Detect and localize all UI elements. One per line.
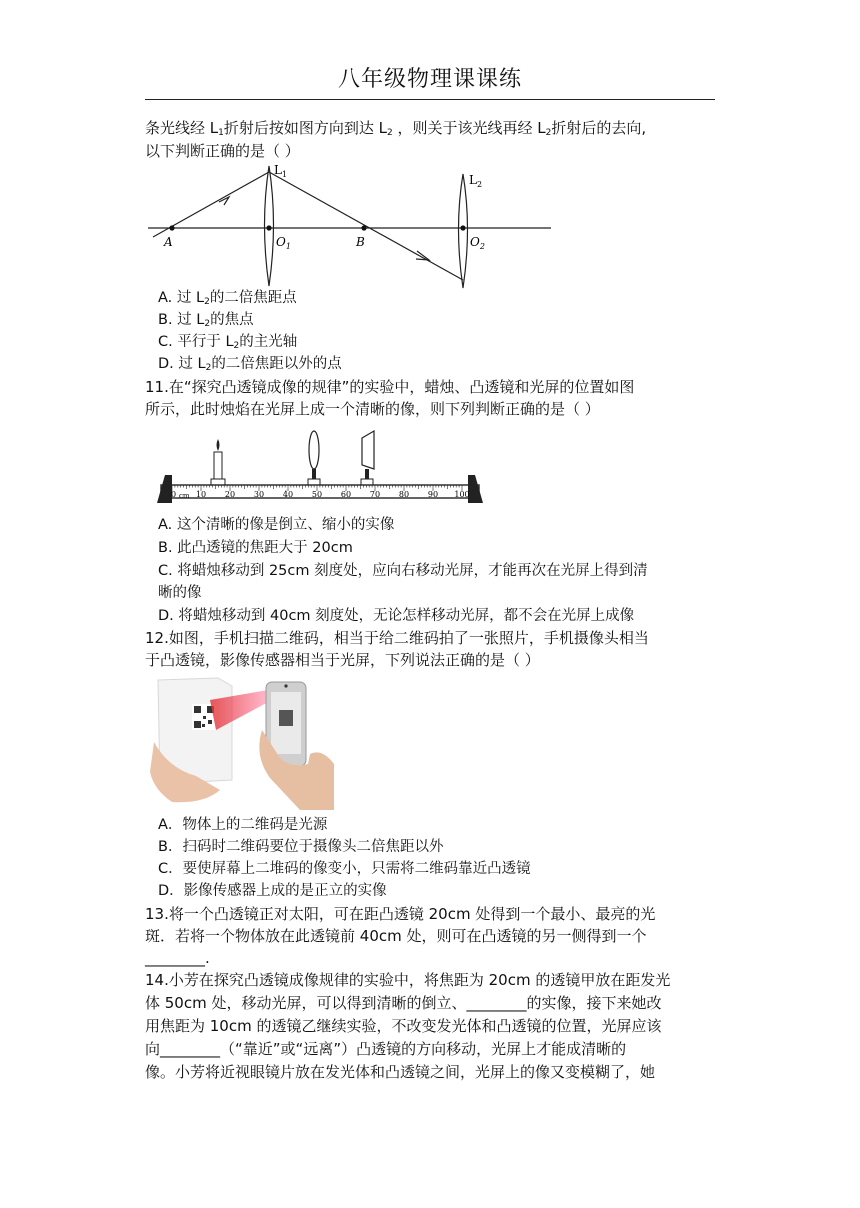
lens-ray-diagram xyxy=(145,162,560,292)
refracted-ray xyxy=(269,172,463,280)
label-b: B xyxy=(356,235,365,249)
page-header-title: 八年级物理课课练 xyxy=(337,67,522,92)
candle-holder xyxy=(211,479,225,485)
q11-option-b: B. 此凸透镜的焦距大于 20cm xyxy=(158,540,353,556)
phone-camera xyxy=(284,684,287,687)
ruler-tick-label: 40 xyxy=(282,490,294,499)
screen-holder xyxy=(361,479,373,485)
q10-option-a: A. 过 $L_2$的二倍焦距点 xyxy=(158,290,297,307)
ruler-tick-label: 70 xyxy=(369,490,381,499)
bench-left-foot xyxy=(157,475,172,503)
point-o1 xyxy=(266,225,271,230)
q11-option-c-cont: 晰的像 xyxy=(158,585,202,601)
q11-stem-line2: 所示，此时烛焰在光屏上成一个清晰的像，则下列判断正确的是（ ） xyxy=(145,400,600,418)
q10-stem-line2: 以下判断正确的是（ ） xyxy=(145,142,300,160)
q10-option-d: D. 过 $L_2$的二倍焦距以外的点 xyxy=(158,356,342,373)
label-l2: $L_2$ xyxy=(469,173,483,189)
q11-option-a: A. 这个清晰的像是倒立、缩小的实像 xyxy=(158,517,395,533)
label-o2: $O_2$ xyxy=(470,235,485,251)
screen-stand xyxy=(365,469,369,479)
ruler-tick-label: 20 xyxy=(224,490,236,499)
ruler-unit: cm xyxy=(179,492,190,500)
point-b xyxy=(361,225,366,230)
q10-option-c: C. 平行于 $L_2$的主光轴 xyxy=(158,334,298,351)
arrow-1 xyxy=(219,197,229,205)
q10-stem-line1: 条光线经 $L_1$折射后按如图方向到达 $L_2$ ，则关于该光线再经 $L_2$折射后的去向, xyxy=(145,119,647,138)
ruler-tick-label: 60 xyxy=(340,490,352,499)
lens-holder xyxy=(308,479,320,485)
q12-option-a: A．物体上的二维码是光源 xyxy=(158,817,328,833)
q14-line5: 像。小芳将近视眼镜片放在发光体和凸透镜之间，光屏上的像又变模糊了，她 xyxy=(145,1063,656,1081)
bench-lens xyxy=(309,431,319,469)
q11-option-c: C. 将蜡烛移动到 25cm 刻度处，应向右移动光屏，才能再次在光屏上得到清 xyxy=(158,563,648,579)
q14-line4: 向________（“靠近”或“远离”）凸透镜的方向移动，光屏上才能成清晰的 xyxy=(145,1040,627,1058)
ruler-tick-label: 10 xyxy=(195,490,207,499)
ruler-tick-label: 100 xyxy=(454,490,470,499)
q12-stem-line1: 12.如图，手机扫描二维码，相当于给二维码拍了一张照片，手机摄像头相当 xyxy=(145,629,649,647)
q12-stem-line2: 于凸透镜，影像传感器相当于光屏，下列说法正确的是（ ） xyxy=(145,651,540,669)
q14-line1: 14.小芳在探究凸透镜成像规律的实验中，将焦距为 20cm 的透镜甲放在距发光 xyxy=(145,971,671,989)
q13-line1: 13.将一个凸透镜正对太阳，可在距凸透镜 20cm 处得到一个最小、最亮的光 xyxy=(145,905,656,923)
header-rule xyxy=(145,99,715,100)
q12-option-c: C．要使屏幕上二堆码的像变小，只需将二维码靠近凸透镜 xyxy=(158,861,531,877)
label-a: A xyxy=(164,235,173,249)
q10-option-b: B. 过 $L_2$的焦点 xyxy=(158,312,254,329)
point-o2 xyxy=(460,225,465,230)
lens-l2 xyxy=(459,174,468,288)
q13-line2: 斑．若将一个物体放在此透镜前 40cm 处，则可在凸透镜的另一侧得到一个 xyxy=(145,927,647,945)
point-a xyxy=(169,225,174,230)
ruler-tick-label: 80 xyxy=(398,490,410,499)
candle-flame xyxy=(217,439,220,451)
qr-scan-photo xyxy=(150,672,335,812)
q11-stem-line1: 11.在“探究凸透镜成像的规律”的实验中，蜡烛、凸透镜和光屏的位置如图 xyxy=(145,378,635,396)
candle-body xyxy=(214,452,222,479)
ruler-tick-label: 90 xyxy=(427,490,439,499)
q14-line2: 体 50cm 处，移动光屏，可以得到清晰的倒立、________的实像，接下来她改 xyxy=(145,994,662,1012)
ruler-tick-label: 0 xyxy=(171,490,177,499)
light-screen xyxy=(362,431,374,469)
label-l1: $L_1$ xyxy=(274,163,288,179)
label-o1: $O_1$ xyxy=(276,235,291,251)
lens-stand xyxy=(312,469,316,479)
q13-line3: ________. xyxy=(145,949,210,967)
ruler-tick-label: 50 xyxy=(311,490,323,499)
optical-bench-figure xyxy=(155,425,485,510)
q12-option-d: D．影像传感器上成的是正立的实像 xyxy=(158,883,387,899)
q11-option-d: D. 将蜡烛移动到 40cm 刻度处，无论怎样移动光屏，都不会在光屏上成像 xyxy=(158,608,635,624)
q12-option-b: B．扫码时二维码要位于摄像头二倍焦距以外 xyxy=(158,839,444,855)
bench-right-foot xyxy=(468,475,483,503)
ruler-tick-label: 30 xyxy=(253,490,265,499)
q14-line3: 用焦距为 10cm 的透镜乙继续实验，不改变发光体和凸透镜的位置，光屏应该 xyxy=(145,1017,662,1035)
screen-qr xyxy=(279,710,293,726)
